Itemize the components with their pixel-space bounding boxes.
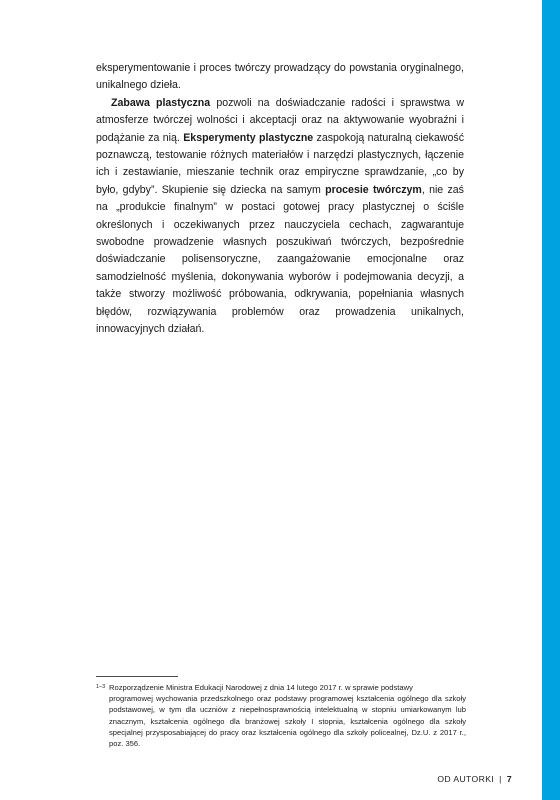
footnote-body: programowej wychowania przedszkolnego oraz podstawy programowej kształcenia ogólnego dla szkoły podstawowej, w tym dla uczniów z niepełnosprawnością intelektualną w stopniu umiarkowanym lub znacznym, kształcenia ogólnego dla branżowej szkoły I stopnia, kształcenia ogólnego dla szkoły specjalnej przysposabiającej do pracy oraz kształcenia ogólnego dla szkoły policealnej, Dz.U. z 2017 r., poz. 356. — [109, 694, 466, 749]
bold-term-zabawa: Zabawa plastyczna — [111, 96, 211, 109]
paragraph-2-text-1: pozwoli na doświadczanie radości i sprawstwa w atmosferze twórczej wolności i akceptacji oraz na aktywowanie wyobraźni i podążanie za nią. — [96, 96, 464, 144]
paragraph-2-text-3: , nie zaś na „produkcie finalnym” w postaci gotowej pracy plastycznej o ściśle określonych i oczekiwanych przez nauczyciela cechach, zagwarantuje swobodne prowadzenie własnych poszukiwań twórczych, bezpośrednie doświadczanie polisensoryczne, zaangażowanie emocjonalne oraz samodzielność myślenia, dokonywania wyborów i podejmowania decyzji, a także stworzy możliwość próbowania, odkrywania, popełniania własnych błędów, rozwiązywania problemów oraz prowadzenia unikalnych, innowacyjnych działań. — [96, 183, 464, 336]
accent-side-bar — [542, 0, 560, 800]
page-footer — [437, 774, 512, 784]
paragraph-2-text-2: zaspokoją naturalną ciekawość poznawczą, testowanie różnych materiałów i narzędzi plastycznych, łączenie ich i zestawianie, mieszanie technik oraz empiryczne sprawdzanie, „co by było, gdyby”. Skupienie się dziecka na samym — [96, 131, 464, 196]
footnote-first-text: Rozporządzenie Ministra Edukacji Narodowej z dnia 14 lutego 2017 r. w sprawie podstawy — [109, 683, 413, 692]
paragraph-continuation — [96, 60, 464, 95]
footnote-divider — [96, 676, 178, 677]
bold-term-eksperymenty: Eksperymenty plastyczne — [183, 131, 314, 144]
paragraph-1-text: eksperymentowanie i proces twórczy prowadzący do powstania oryginalnego, unikalnego dzieła. — [96, 62, 464, 92]
footnote-first-line — [96, 682, 466, 693]
footnote — [96, 682, 466, 749]
bold-term-proces: procesie twórczym — [325, 183, 422, 196]
footer-section-title: OD AUTORKI — [437, 774, 495, 784]
footer-separator: | — [499, 774, 502, 784]
main-text — [96, 60, 464, 339]
page-number: 7 — [506, 774, 512, 784]
footnote-marker: 1–3 — [96, 684, 106, 690]
paragraph-2 — [96, 95, 464, 339]
